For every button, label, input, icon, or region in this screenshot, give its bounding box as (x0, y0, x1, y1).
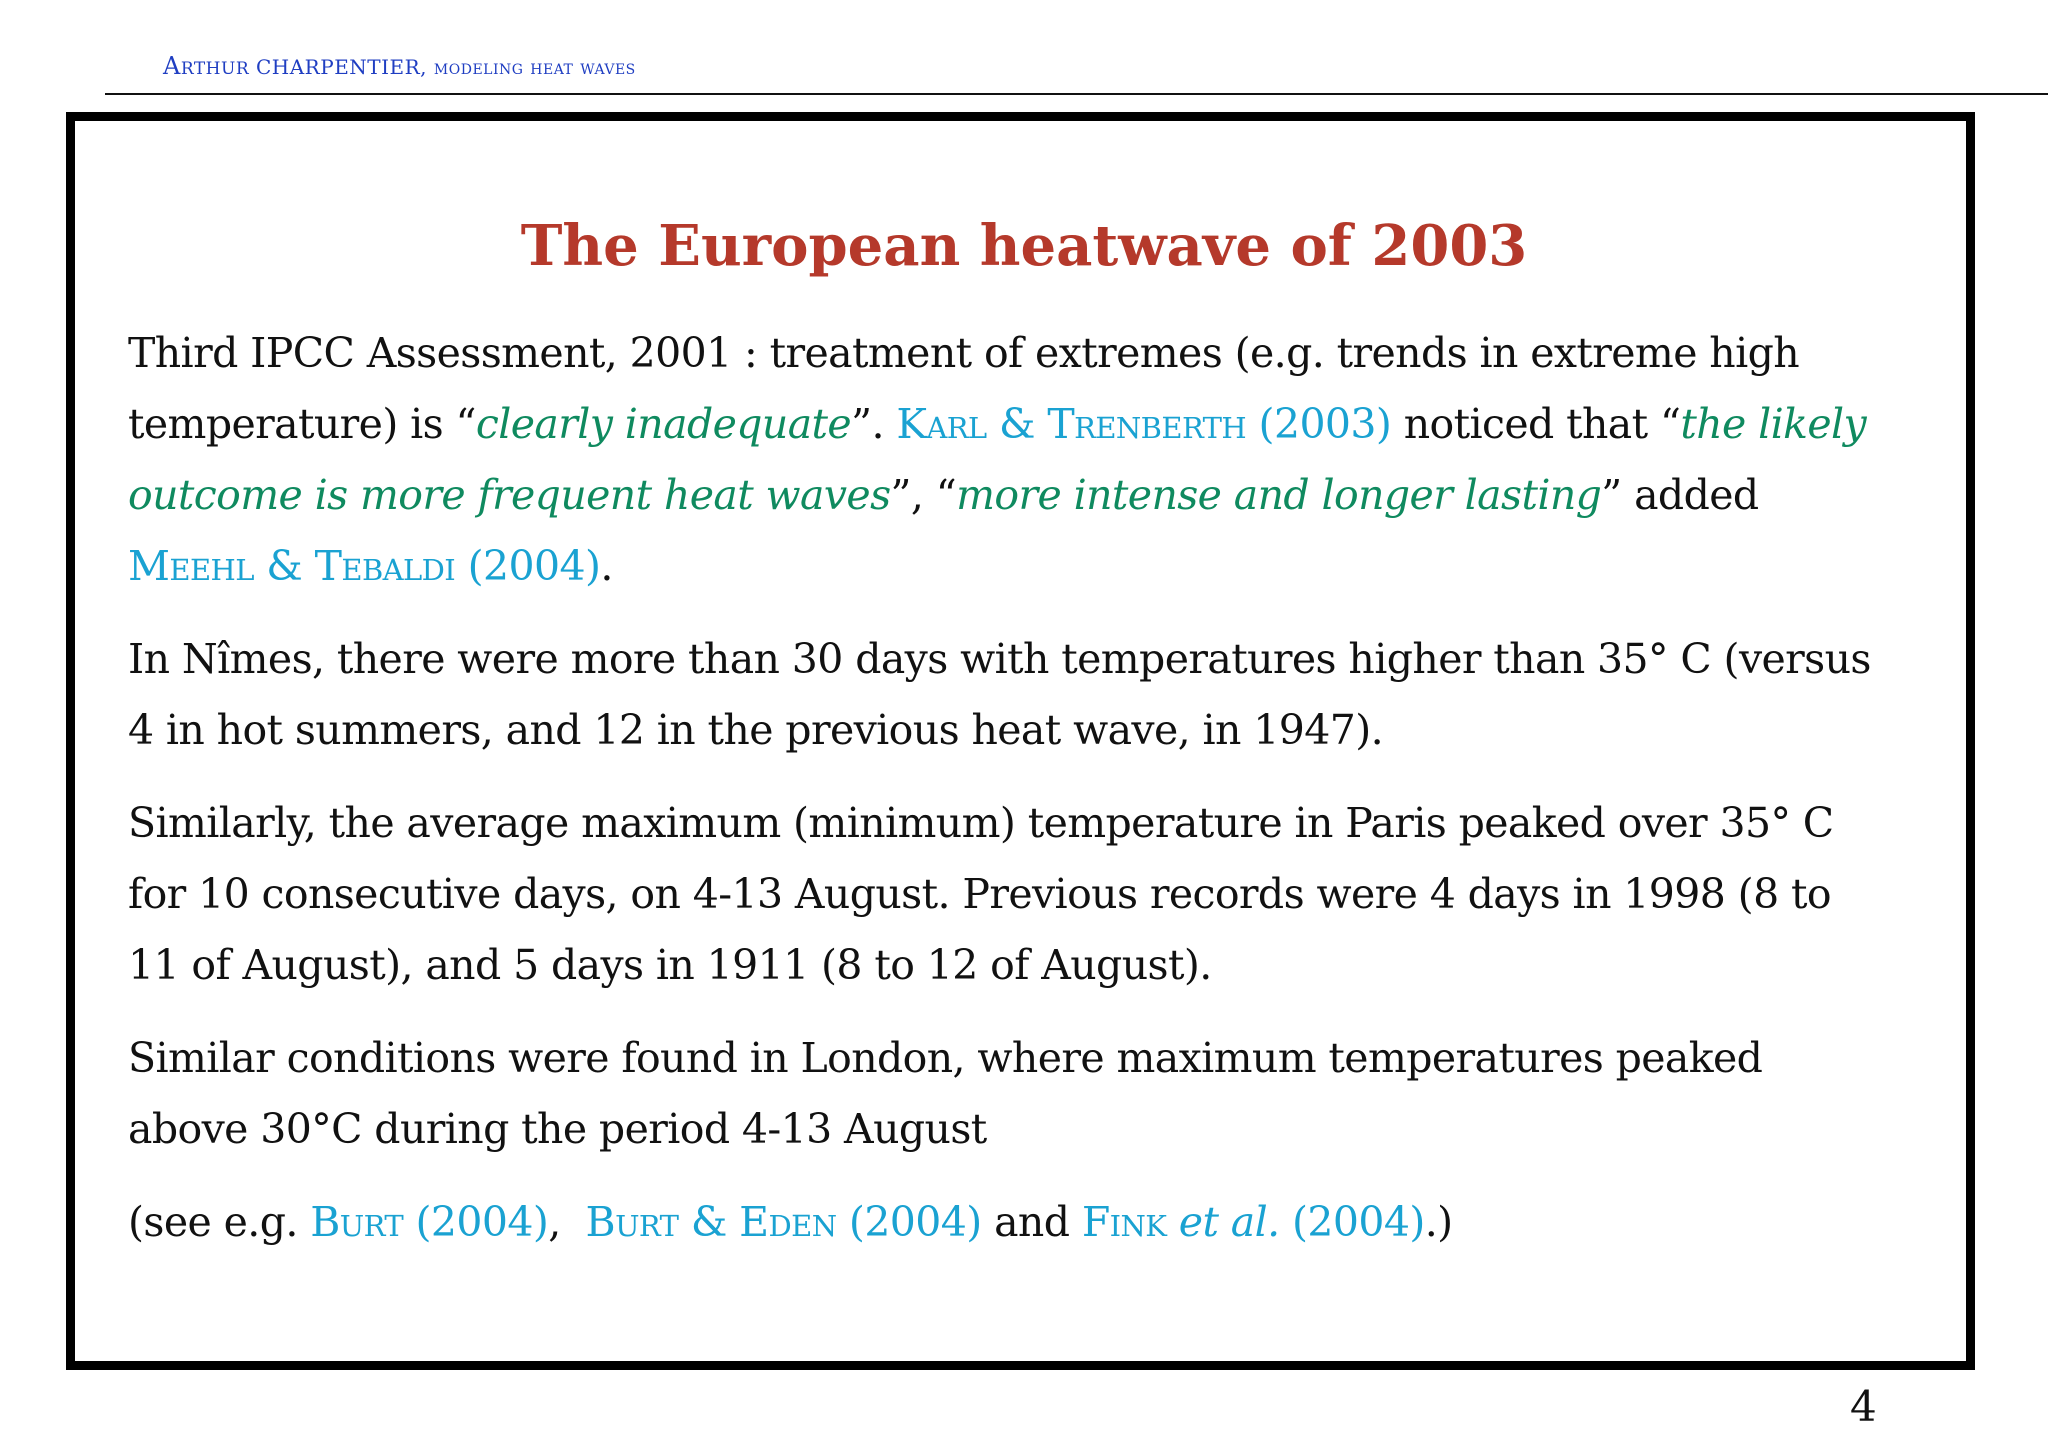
text-span: ”, “ (890, 471, 957, 519)
citation-etal: et al. (1166, 1198, 1280, 1246)
quote-more-intense: more intense and longer lasting (956, 471, 1602, 519)
citation-burt[interactable] (310, 1198, 548, 1246)
citation-year: (2004) (1279, 1198, 1425, 1246)
text-span: Third IPCC Assessment, 2001 : treatment of extremes (e.g. trends in extreme high temperature) is “ (128, 329, 1800, 448)
quote-likely-outcome: the likely outcome is more frequent heat waves (128, 400, 1867, 519)
citation-year: (2004) (836, 1198, 982, 1246)
text-span: (see e.g. (128, 1198, 311, 1246)
citation-year: (2003) (1246, 400, 1392, 448)
text-span: noticed that “ (1391, 400, 1681, 448)
header-topic: modeling heat waves (433, 55, 636, 79)
citation-authors: Meehl & Tebaldi (128, 542, 456, 590)
citation-meehl-tebaldi[interactable] (128, 542, 600, 590)
text-span: . (600, 542, 613, 590)
header-divider (105, 93, 2048, 95)
citation-year: (2004) (403, 1198, 549, 1246)
text-span: .) (1424, 1198, 1453, 1246)
running-header (163, 52, 636, 80)
citation-year: (2004) (455, 542, 601, 590)
text-span: and (981, 1198, 1082, 1246)
header-surname: CHARPENTIER, (255, 55, 428, 79)
citation-authors: Fink (1081, 1198, 1167, 1246)
paragraph-london: Similar conditions were found in London, where maximum temperatures peaked above 30°C during the period 4-13 August (128, 1034, 1763, 1153)
citation-karl-trenberth[interactable] (896, 400, 1391, 448)
citation-authors: Burt (310, 1198, 404, 1246)
paragraph-ipcc (128, 318, 1888, 602)
text-span: ” added (1601, 471, 1759, 519)
slide-body (128, 318, 1888, 1280)
paragraph-references (128, 1187, 1888, 1258)
citation-burt-eden[interactable] (586, 1198, 982, 1246)
slide-title: The European heatwave of 2003 (520, 213, 1528, 279)
paragraph-nimes: In Nîmes, there were more than 30 days with temperatures higher than 35° C (versus 4 in hot summers, and 12 in the previous heat wave, in 1947). (128, 635, 1871, 754)
paragraph-paris: Similarly, the average maximum (minimum) temperature in Paris peaked over 35° C for 10 consecutive days, on 4-13 August. Previous records were 4 days in 1998 (8 to 11 of August), and 5 days in 1911 (8 to 12 of August). (128, 799, 1834, 989)
page-number: 4 (1850, 1382, 1877, 1431)
header-author: Arthur (163, 52, 250, 80)
text-span: ”. (851, 400, 897, 448)
quote-clearly-inadequate: clearly inadequate (475, 400, 852, 448)
citation-authors: Karl & Trenberth (896, 400, 1247, 448)
citation-fink[interactable] (1082, 1198, 1425, 1246)
text-span: , (548, 1198, 586, 1246)
citation-authors: Burt & Eden (585, 1198, 837, 1246)
